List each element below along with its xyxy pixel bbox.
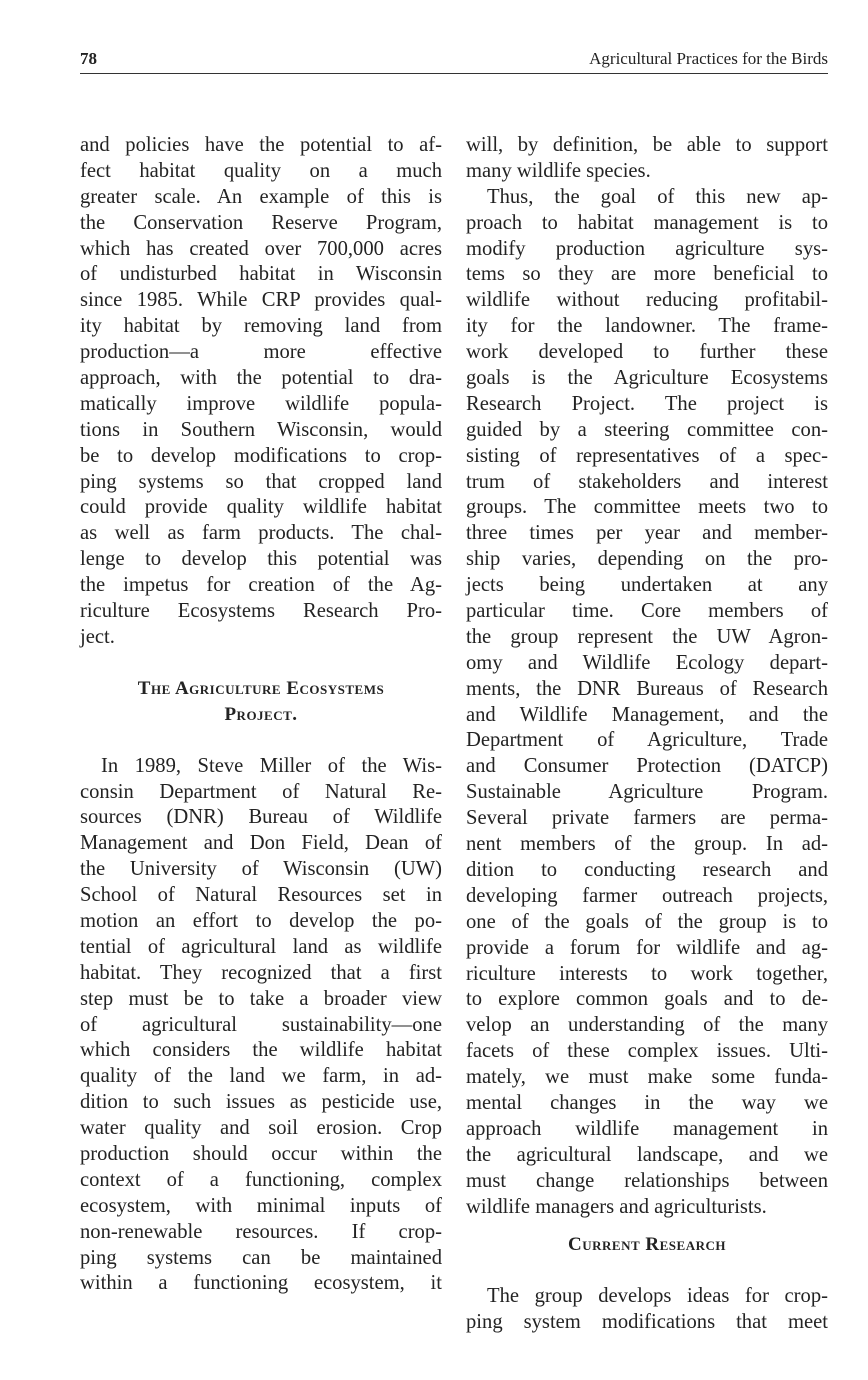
text-line: context of a functioning, complex bbox=[80, 1168, 442, 1191]
text-line: Several private farmers are perma- bbox=[466, 807, 828, 830]
text-line: trum of stakeholders and interest bbox=[466, 470, 828, 493]
text-line: ping system modifications that meet bbox=[466, 1311, 828, 1334]
text-line: jects being undertaken at any bbox=[466, 574, 828, 597]
text-line: ship varies, depending on the pro- bbox=[466, 548, 828, 571]
heading-line: Project. bbox=[224, 703, 298, 725]
text-line: the Conservation Reserve Program, bbox=[80, 211, 442, 234]
text-line: which considers the wildlife habitat bbox=[80, 1039, 442, 1062]
text-line: and Wildlife Management, and the bbox=[466, 703, 828, 726]
text-line: must change relationships between bbox=[466, 1169, 828, 1192]
paragraph bbox=[466, 1284, 828, 1336]
text-line: fect habitat quality on a much bbox=[80, 159, 442, 182]
text-line: as well as farm products. The chal- bbox=[80, 522, 442, 545]
text-line: nent members of the group. In ad- bbox=[466, 833, 828, 856]
text-line: wildlife without reducing profitabil- bbox=[466, 289, 828, 312]
text-line: the impetus for creation of the Ag- bbox=[80, 574, 442, 597]
text-line: production—a more effective bbox=[80, 341, 442, 364]
text-line: will, by definition, be able to support bbox=[466, 134, 828, 156]
text-line: approach wildlife management in bbox=[466, 1117, 828, 1140]
text-line: ity for the landowner. The frame- bbox=[466, 315, 828, 338]
text-line: dition to conducting research and bbox=[466, 858, 828, 881]
text-line: lenge to develop this potential was bbox=[80, 548, 442, 571]
text-line: habitat. They recognized that a first bbox=[80, 961, 442, 984]
running-title: Agricultural Practices for the Birds bbox=[589, 49, 828, 68]
text-line: of undisturbed habitat in Wisconsin bbox=[80, 263, 442, 286]
left-column bbox=[80, 133, 442, 1297]
text-line: Sustainable Agriculture Program. bbox=[466, 781, 828, 804]
text-line: greater scale. An example of this is bbox=[80, 185, 442, 208]
text-line: within a functioning ecosystem, it bbox=[80, 1272, 442, 1295]
text-line: modify production agriculture sys- bbox=[466, 237, 828, 260]
text-line: Thus, the goal of this new ap- bbox=[487, 185, 828, 208]
heading-line: Current Research bbox=[568, 1234, 726, 1256]
text-line: to explore common goals and to de- bbox=[466, 988, 828, 1011]
text-line: water quality and soil erosion. Crop bbox=[80, 1117, 442, 1140]
text-line: one of the goals of the group is to bbox=[466, 910, 828, 933]
text-line: the group represent the UW Agron- bbox=[466, 625, 828, 648]
text-line: groups. The committee meets two to bbox=[466, 496, 828, 519]
paragraph bbox=[466, 133, 828, 185]
text-line: sisting of representatives of a spec- bbox=[466, 444, 828, 467]
text-line: guided by a steering committee con- bbox=[466, 418, 828, 441]
text-line: many wildlife species. bbox=[466, 159, 651, 182]
text-line: particular time. Core members of bbox=[466, 600, 828, 623]
text-line: riculture Ecosystems Research Pro- bbox=[80, 600, 442, 623]
section-heading bbox=[80, 676, 442, 728]
text-line: mately, we must make some funda- bbox=[466, 1066, 828, 1089]
text-line: matically improve wildlife popula- bbox=[80, 392, 442, 415]
text-line: since 1985. While CRP provides qual- bbox=[80, 289, 442, 312]
text-line: velop an understanding of the many bbox=[466, 1014, 828, 1037]
text-line: ecosystem, with minimal inputs of bbox=[80, 1194, 442, 1217]
text-line: proach to habitat management is to bbox=[466, 211, 828, 234]
text-line: riculture interests to work together, bbox=[466, 962, 828, 985]
text-line: approach, with the potential to dra- bbox=[80, 367, 442, 390]
text-line: Management and Don Field, Dean of bbox=[80, 832, 442, 855]
text-line: non-renewable resources. If crop- bbox=[80, 1220, 442, 1243]
text-line: ping systems can be maintained bbox=[80, 1246, 442, 1269]
text-line: wildlife managers and agriculturists. bbox=[466, 1195, 767, 1218]
text-line: Research Project. The project is bbox=[466, 392, 828, 415]
paragraph bbox=[80, 754, 442, 1298]
text-line: ping systems so that cropped land bbox=[80, 470, 442, 493]
text-line: consin Department of Natural Re- bbox=[80, 780, 442, 803]
text-line: goals is the Agriculture Ecosystems bbox=[466, 367, 828, 390]
text-line: Department of Agriculture, Trade bbox=[466, 729, 828, 752]
text-line: quality of the land we farm, in ad- bbox=[80, 1065, 442, 1088]
text-line: and Consumer Protection (DATCP) bbox=[466, 755, 828, 778]
text-line: omy and Wildlife Ecology depart- bbox=[466, 651, 828, 674]
text-line: ity habitat by removing land from bbox=[80, 315, 442, 338]
header-rule bbox=[80, 73, 828, 74]
text-line: which has created over 700,000 acres bbox=[80, 237, 442, 260]
text-line: of agricultural sustainability—one bbox=[80, 1013, 442, 1036]
text-line: tems so they are more beneficial to bbox=[466, 263, 828, 286]
text-line: In 1989, Steve Miller of the Wis- bbox=[101, 754, 442, 777]
text-line: developing farmer outreach projects, bbox=[466, 884, 828, 907]
section-heading bbox=[466, 1232, 828, 1258]
text-line: facets of these complex issues. Ulti- bbox=[466, 1040, 828, 1063]
paragraph bbox=[80, 133, 442, 651]
text-line: ments, the DNR Bureaus of Research bbox=[466, 677, 828, 700]
text-line: and policies have the potential to af- bbox=[80, 134, 442, 156]
text-line: the University of Wisconsin (UW) bbox=[80, 858, 442, 881]
text-line: mental changes in the way we bbox=[466, 1091, 828, 1114]
text-line: dition to such issues as pesticide use, bbox=[80, 1091, 442, 1114]
text-line: provide a forum for wildlife and ag- bbox=[466, 936, 828, 959]
text-line: three times per year and member- bbox=[466, 522, 828, 545]
text-line: step must be to take a broader view bbox=[80, 987, 442, 1010]
heading-line: The Agriculture Ecosystems bbox=[137, 677, 385, 699]
text-line: The group develops ideas for crop- bbox=[487, 1285, 828, 1308]
text-line: the agricultural landscape, and we bbox=[466, 1143, 828, 1166]
text-line: could provide quality wildlife habitat bbox=[80, 496, 442, 519]
text-line: tions in Southern Wisconsin, would bbox=[80, 418, 442, 441]
text-line: work developed to further these bbox=[466, 341, 828, 364]
text-line: ject. bbox=[80, 625, 115, 648]
text-line: motion an effort to develop the po- bbox=[80, 909, 442, 932]
text-line: be to develop modifications to crop- bbox=[80, 444, 442, 467]
page-number: 78 bbox=[80, 49, 97, 68]
right-column bbox=[466, 133, 828, 1336]
text-line: School of Natural Resources set in bbox=[80, 884, 442, 907]
text-line: production should occur within the bbox=[80, 1142, 442, 1165]
text-line: sources (DNR) Bureau of Wildlife bbox=[80, 806, 442, 829]
text-line: tential of agricultural land as wildlife bbox=[80, 935, 442, 958]
paragraph bbox=[466, 185, 828, 1221]
